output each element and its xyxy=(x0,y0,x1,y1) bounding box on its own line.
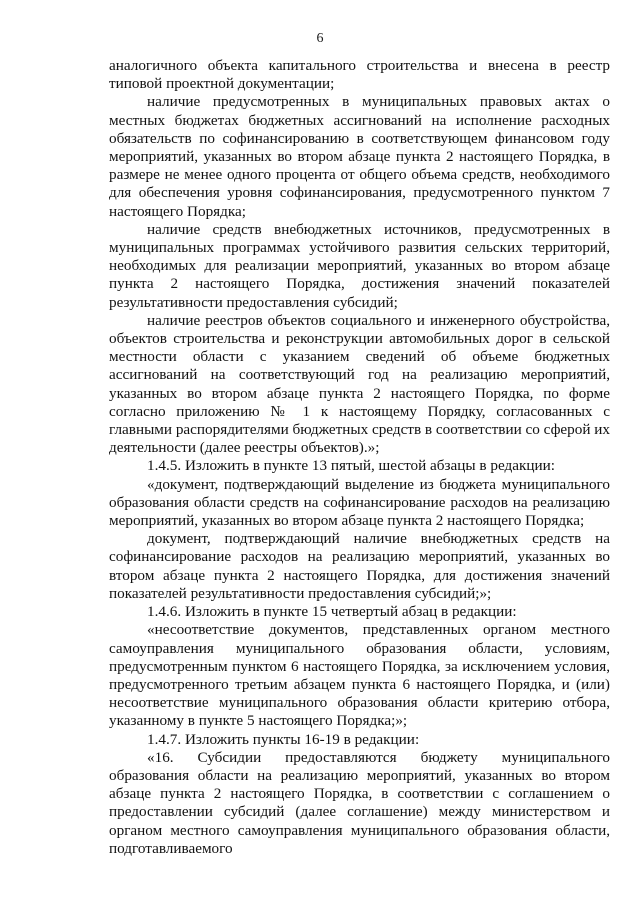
paragraph-cofinancing-document: «документ, подтверждающий выделение из бюджета муниципального образования области средств на софинансирование расходов на реализацию мероприятий, указанных во втором абзаце пункта 2 настоящего Порядка; xyxy=(109,475,610,530)
paragraph-extrabudgetary-sources: наличие средств внебюджетных источников, предусмотренных в муниципальных программах устойчивого развития сельских территорий, необходимых для реализации мероприятий, указанных во втором абзаце пункта 2 настоящего Порядка, достижения значений показателей результативности предоставления субсидий; xyxy=(109,220,610,311)
page-number: 6 xyxy=(316,31,324,46)
paragraph-extrabudgetary-document: документ, подтверждающий наличие внебюджетных средств на софинансирование расходов на реализацию мероприятий, указанных во втором абзаце пункта 2 настоящего Порядка, для достижения значений показателей результативности предоставления субсидий;»; xyxy=(109,530,610,602)
paragraph-object-registries: наличие реестров объектов социального и инженерного обустройства, объектов строительства и реконструкции автомобильных дорог в сельской местности области с указанием сведений об объеме бюджетных ассигнований на соответствующий год на реализацию мероприятий, указанных во втором абзаце пункта 2 настоящего Порядка, по форме согласно приложению № 1 к настоящему Порядку, согласованных с главными распорядителями бюджетных средств в соответствии со сферой их деятельности (далее реестры объектов).»; xyxy=(109,311,610,457)
paragraph-budget-allocations: наличие предусмотренных в муниципальных правовых актах о местных бюджетах бюджетных ассигнований на исполнение расходных обязательств по софинансированию в соответствующем финансовом году мероприятий, указанных во втором абзаце пункта 2 настоящего Порядка, в размере не менее одного процента от общего объема средств, необходимого для обеспечения уровня софинансирования, предусмотренного пунктом 7 настоящего Порядка; xyxy=(109,93,610,220)
paragraph-item-16: «16. Субсидии предоставляются бюджету муниципального образования области на реализацию мероприятий, указанных во втором абзаце пункта 2 настоящего Порядка, в соответствии с соглашением о предоставлении субсидий (далее соглашение) между министерством и органом местного самоуправления муниципального образования области, подготавливаемого xyxy=(109,748,610,857)
paragraph-item-1-4-7: 1.4.7. Изложить пункты 16-19 в редакции: xyxy=(147,730,420,748)
paragraph-item-1-4-5: 1.4.5. Изложить в пункте 13 пятый, шестой абзацы в редакции: xyxy=(147,457,555,475)
document-body xyxy=(109,57,610,858)
paragraph-continuation: аналогичного объекта капитального строительства и внесена в реестр типовой проектной документации; xyxy=(109,57,610,93)
paragraph-nonconformity: «несоответствие документов, представленных органом местного самоуправления муниципального образования области, условиям, предусмотренным пунктом 6 настоящего Порядка, за исключением условия, предусмотренного третьим абзацем пункта 6 настоящего Порядка, и (или) несоответствие муниципального образования области критерию отбора, указанному в пункте 5 настоящего Порядка;»; xyxy=(109,621,610,730)
paragraph-item-1-4-6: 1.4.6. Изложить в пункте 15 четвертый абзац в редакции: xyxy=(147,603,517,621)
